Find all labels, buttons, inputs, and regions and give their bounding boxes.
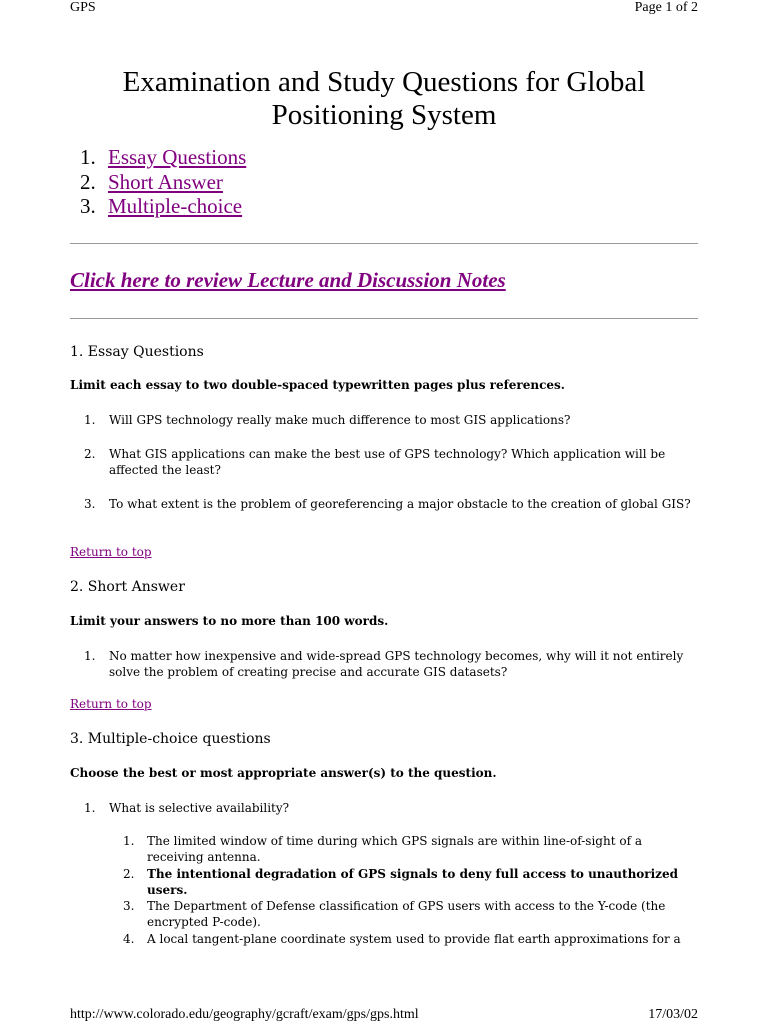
- mc-instruction: Choose the best or most appropriate answer(s) to the question.: [70, 766, 497, 780]
- answer-option: [123, 833, 698, 865]
- list-item: [84, 648, 698, 680]
- divider: [70, 243, 698, 244]
- essay-instruction: Limit each essay to two double-spaced typewritten pages plus references.: [70, 378, 565, 392]
- divider: [70, 318, 698, 319]
- question-text: No matter how inexpensive and wide-spread GPS technology becomes, why will it not entirely solve the problem of creating precise and accurate GIS datasets?: [109, 649, 684, 679]
- section-heading-short: 2. Short Answer: [70, 579, 185, 595]
- toc-item-essay: [80, 145, 246, 170]
- option-text: The intentional degradation of GPS signals to deny full access to unauthorized users.: [147, 867, 679, 897]
- list-item: [84, 446, 698, 478]
- question-text: To what extent is the problem of georeferencing a major obstacle to the creation of global GIS?: [109, 497, 691, 511]
- question-text: What GIS applications can make the best use of GPS technology? Which application will be affected the least?: [109, 447, 666, 477]
- option-text: A local tangent-plane coordinate system used to provide flat earth approximations for a: [147, 932, 681, 946]
- toc-item-mc: [80, 194, 246, 219]
- toc-number: 1.: [80, 145, 96, 169]
- lecture-notes-link[interactable]: Click here to review Lecture and Discussion Notes: [70, 268, 506, 292]
- list-item: [84, 496, 698, 512]
- toc-number: 3.: [80, 194, 96, 218]
- page-title: Examination and Study Questions for Global Positioning System: [122, 66, 646, 131]
- option-number: 1.: [123, 834, 135, 848]
- footer-url: http://www.colorado.edu/geography/gcraft/exam/gps/gps.html: [70, 1007, 419, 1022]
- item-number: 1.: [84, 801, 96, 815]
- section-heading-essay: 1. Essay Questions: [70, 344, 204, 360]
- toc-link-short[interactable]: Short Answer: [108, 169, 223, 194]
- answer-option-correct: [123, 866, 698, 898]
- toc-link-mc[interactable]: Multiple-choice: [108, 194, 243, 218]
- option-text: The limited window of time during which GPS signals are within line-of-sight of a receiving antenna.: [147, 834, 642, 864]
- toc-number: 2.: [80, 169, 96, 194]
- return-to-top-link[interactable]: Return to top: [70, 545, 152, 559]
- list-item: [84, 800, 698, 816]
- question-text: What is selective availability?: [109, 801, 290, 815]
- item-number: 2.: [84, 447, 96, 461]
- footer-date: 17/03/02: [648, 1007, 698, 1022]
- header-doc-title: GPS: [70, 0, 96, 15]
- answer-option: [123, 931, 698, 947]
- option-number: 3.: [123, 899, 135, 913]
- question-text: Will GPS technology really make much difference to most GIS applications?: [109, 413, 571, 427]
- list-item: [84, 412, 698, 428]
- table-of-contents: [80, 145, 246, 219]
- short-instruction: Limit your answers to no more than 100 words.: [70, 614, 389, 628]
- item-number: 1.: [84, 413, 96, 427]
- section-heading-mc: 3. Multiple-choice questions: [70, 731, 271, 747]
- item-number: 1.: [84, 649, 96, 663]
- option-number: 4.: [123, 932, 135, 946]
- item-number: 3.: [84, 497, 96, 511]
- answer-option: [123, 898, 698, 930]
- toc-item-short: [80, 170, 246, 195]
- toc-link-essay[interactable]: Essay Questions: [108, 145, 247, 169]
- option-text: The Department of Defense classification of GPS users with access to the Y-code (the encrypted P-code).: [147, 899, 666, 929]
- header-page-number: Page 1 of 2: [634, 0, 698, 15]
- option-number: 2.: [123, 867, 135, 881]
- return-to-top-link[interactable]: Return to top: [70, 697, 152, 711]
